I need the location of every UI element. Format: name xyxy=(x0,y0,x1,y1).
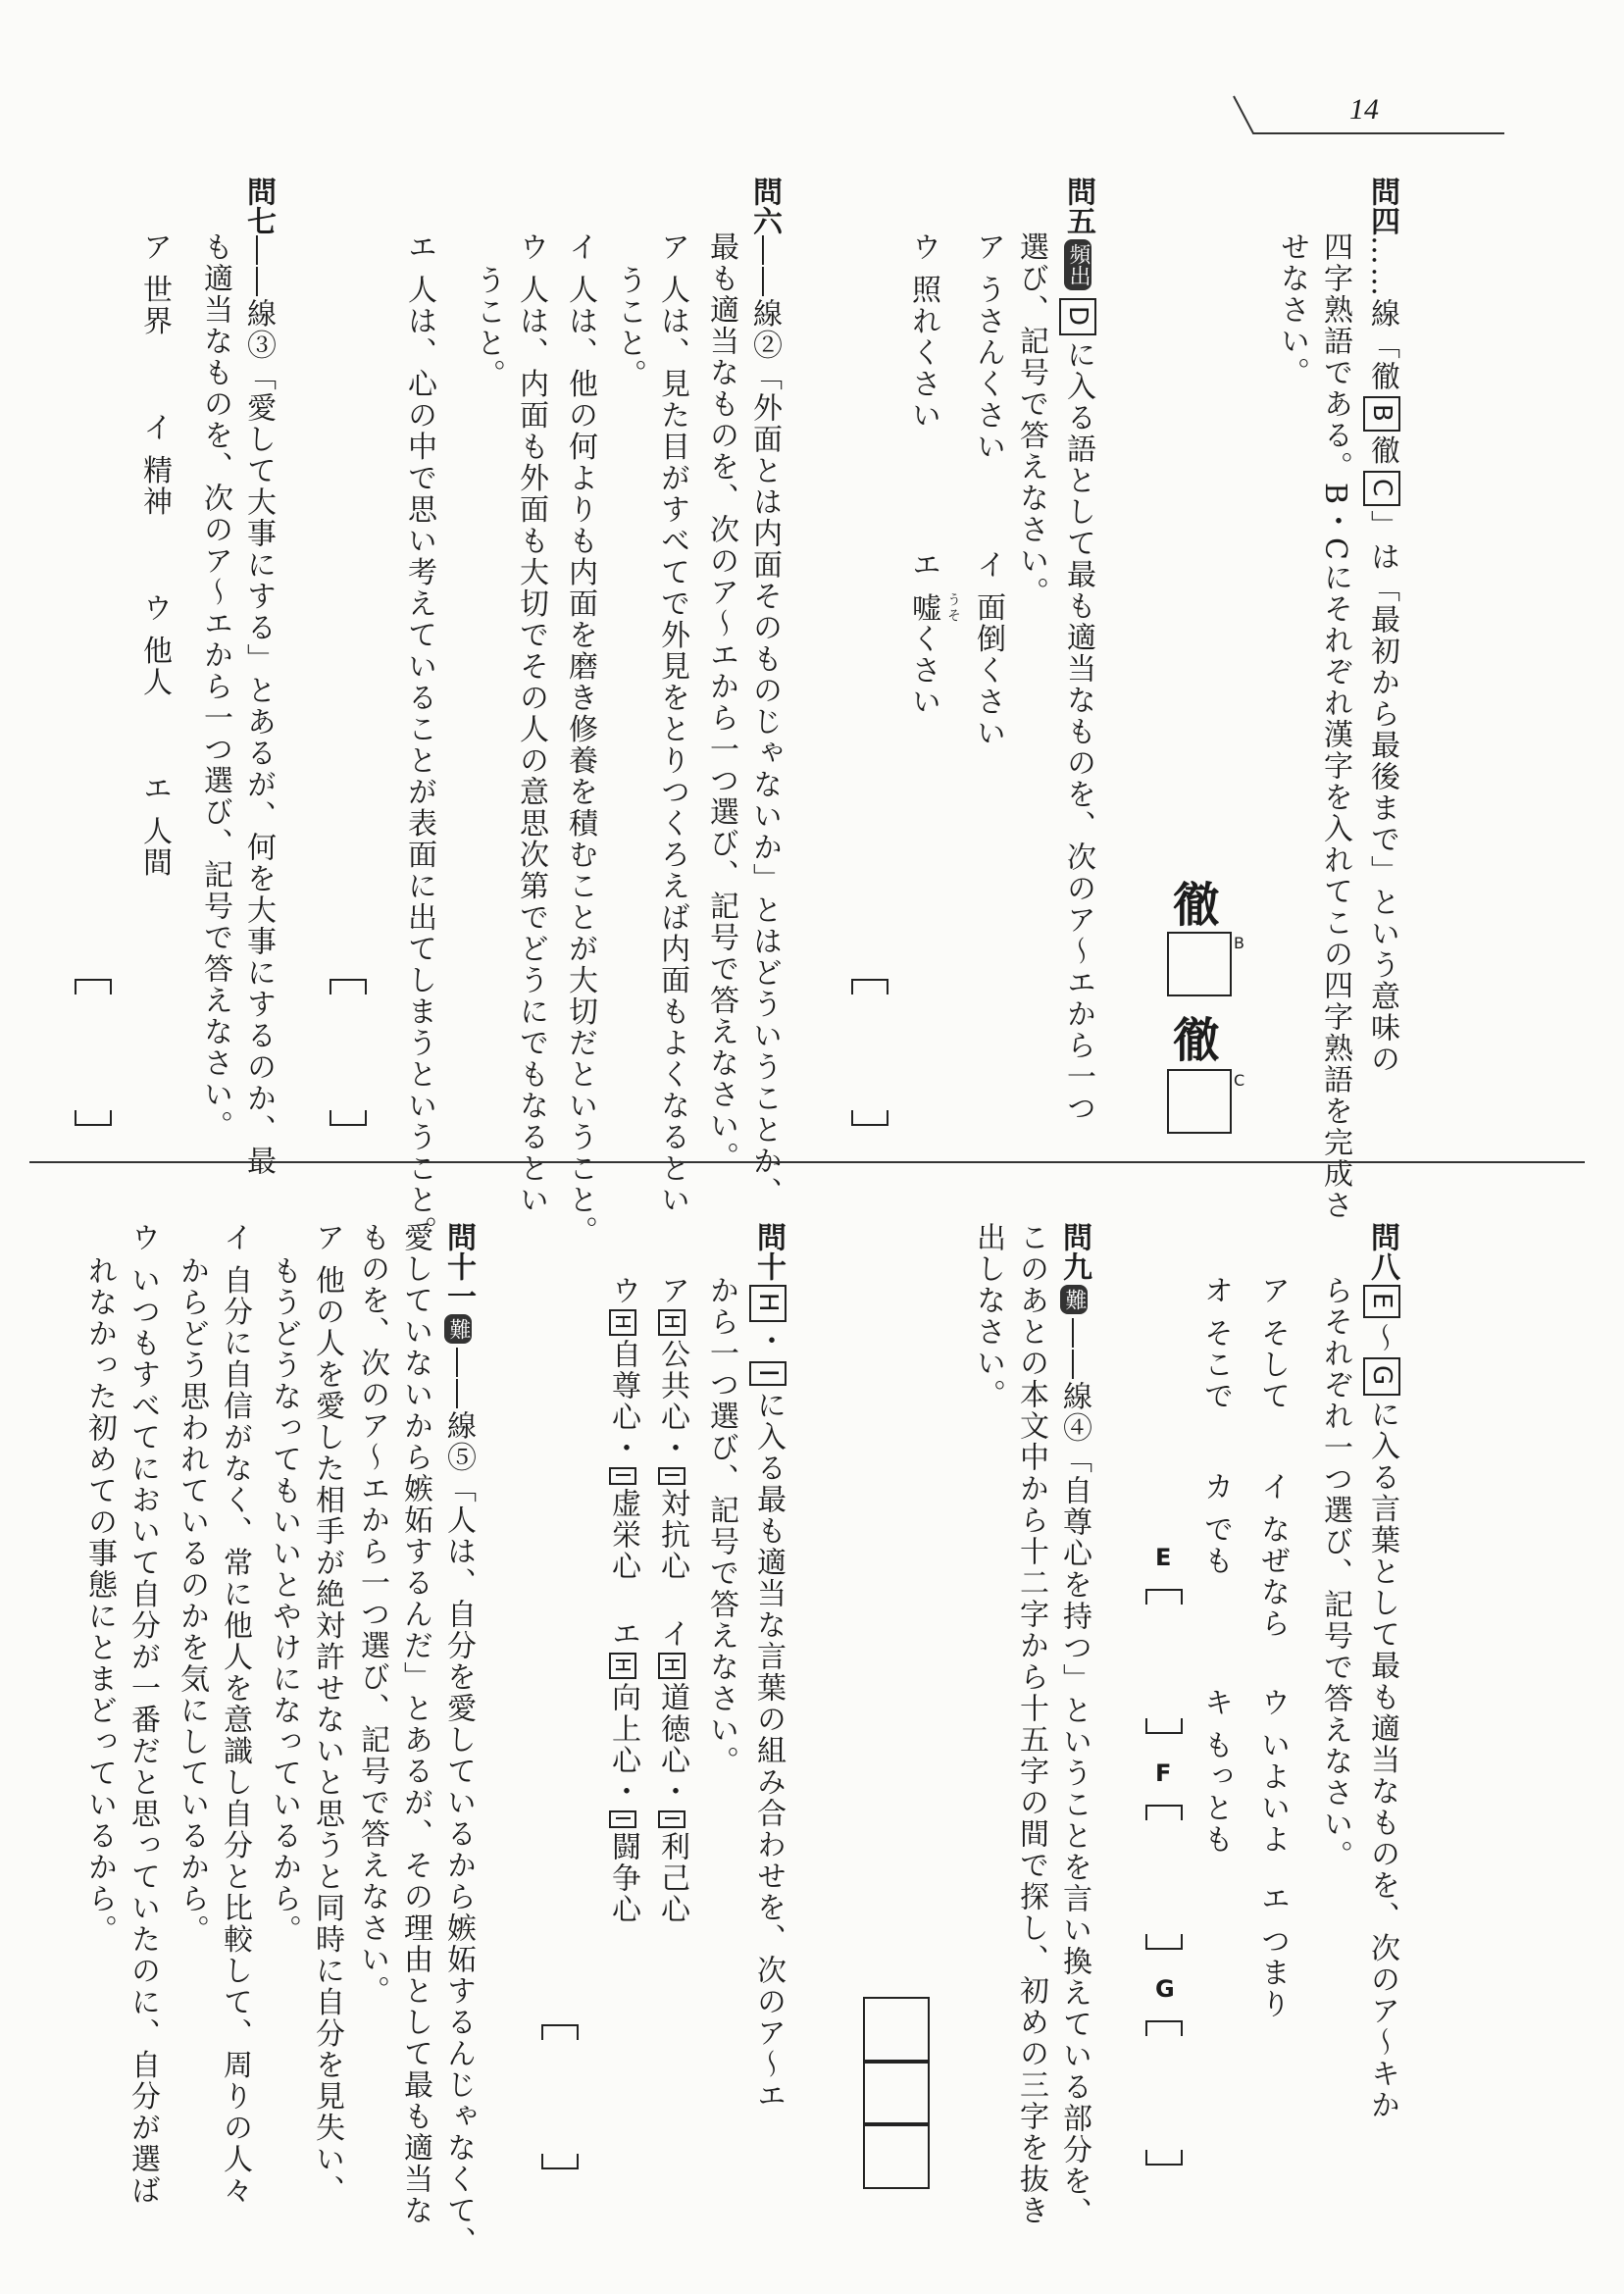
q8-line2: らそれぞれ一つ選び、記号で答えなさい。 xyxy=(1318,1275,1352,1871)
q7-line2: も適当なものを、次のア～エから一つ選び、記号で答えなさい。 xyxy=(198,231,232,1142)
q8-answer-g-bottom[interactable] xyxy=(1145,2150,1183,2166)
q5-option-e: エ 嘘 うそ くさい xyxy=(906,549,961,718)
q11-label: 問十一 xyxy=(441,1222,476,1310)
q10-label: 問十 xyxy=(751,1222,786,1281)
q5-line1: 問五頻出Dに入る語として最も適当なものを、次のア～エから一つ xyxy=(1061,177,1095,1125)
q10-answer-bracket-bottom[interactable] xyxy=(541,2154,579,2169)
q11-difficult-badge: 難 xyxy=(444,1314,472,1344)
q7-line1: 問七――線③「愛して大事にする」とあるが、何を大事にするのか、最 xyxy=(241,177,276,1177)
q5-option-a: ア うさんくさい xyxy=(971,231,1005,463)
q6-option-a-1: ア 人は、見た目がすべてで外見をとりつくろえば内面もよくなるとい xyxy=(655,231,689,1216)
q8-answer-f-top[interactable] xyxy=(1145,1805,1183,1820)
q8-answer-label-g: G xyxy=(1155,1975,1175,2003)
q5-answer-bracket-top[interactable] xyxy=(851,979,888,994)
q8-answer-e-top[interactable] xyxy=(1145,1589,1183,1605)
q11-option-u-2: れなかった初めての事態にとまどっているから。 xyxy=(82,1255,117,1946)
q7-answer-bracket-top[interactable] xyxy=(75,979,112,994)
q5-answer-bracket-bottom[interactable] xyxy=(851,1110,888,1126)
q8-answer-e-bottom[interactable] xyxy=(1145,1718,1183,1734)
q8-option-ka: カ でも xyxy=(1198,1471,1233,1577)
q4-label: 問四 xyxy=(1365,177,1399,235)
q9-label: 問九 xyxy=(1057,1222,1091,1281)
q6-option-a-2: うこと。 xyxy=(612,265,646,390)
small-box-i: I xyxy=(658,1810,685,1828)
q6-line1: 問六――線②「外面とは内面そのものじゃないか」とはどういうことか、 xyxy=(747,177,782,1208)
q4-mark-b: B xyxy=(1234,934,1244,952)
q11-line1: 問十一難――線⑤「人は、自分を愛しているから嫉妬するんじゃなくて、 xyxy=(441,1222,476,2258)
q4-kanji-mid: 徹 xyxy=(1173,1013,1221,1068)
q4-mark-c: C xyxy=(1234,1071,1245,1090)
blank-c: C xyxy=(1363,471,1400,506)
q10-line2: から一つ選び、記号で答えなさい。 xyxy=(704,1275,738,1777)
q8-label: 問八 xyxy=(1365,1222,1399,1281)
q6-option-u-2: うこと。 xyxy=(471,265,505,390)
blank-d: D xyxy=(1059,298,1096,335)
q4-line3: せなさい。 xyxy=(1275,231,1309,388)
q7-answer-bracket-bottom[interactable] xyxy=(75,1110,112,1126)
q4-kanji-top: 徹 xyxy=(1173,878,1221,933)
small-box-i: I xyxy=(658,1467,685,1485)
blank-e: E xyxy=(1363,1285,1400,1318)
q6-line2: 最も適当なものを、次のア～エから一つ選び、記号で答えなさい。 xyxy=(704,231,738,1173)
q6-label: 問六 xyxy=(747,177,782,235)
q7-option-e: エ 人間 xyxy=(137,773,172,879)
q4-answer-box-c[interactable] xyxy=(1167,1069,1232,1134)
q4-answer-box-b[interactable] xyxy=(1167,932,1232,996)
q8-option-ki: キ もっとも xyxy=(1198,1687,1233,1856)
q8-answer-label-f: F xyxy=(1155,1759,1172,1787)
q11-option-u-1: ウ いつもすべてにおいて自分が一番だと思っていたのに、自分が選ば xyxy=(126,1222,160,2207)
q11-line3: ものを、次のア～エから一つ選び、記号で答えなさい。 xyxy=(355,1222,389,2007)
small-box-i: I xyxy=(609,1810,636,1828)
blank-b: B xyxy=(1363,396,1400,432)
small-box-h: H xyxy=(609,1653,636,1679)
section-divider xyxy=(29,1161,1585,1163)
small-box-h: H xyxy=(658,1309,685,1336)
q9-answer-cell-3[interactable] xyxy=(863,2122,930,2189)
q5-frequent-badge: 頻出 xyxy=(1064,239,1091,290)
q10-answer-bracket-top[interactable] xyxy=(541,2024,579,2040)
q7-option-a: ア 世界 xyxy=(137,231,172,337)
q8-answer-g-top[interactable] xyxy=(1145,2020,1183,2036)
small-box-i: I xyxy=(609,1467,636,1485)
small-box-h: H xyxy=(609,1309,636,1336)
q10-line1: 問十H・Iに入る最も適当な言葉の組み合わせを、次のア～エ xyxy=(751,1222,786,2113)
q11-option-i-2: からどう思われているのかを気にしているから。 xyxy=(175,1255,209,1946)
blank-g: G xyxy=(1363,1357,1400,1395)
q11-option-i-1: イ 自分に自信がなく、常に他人を意識し自分と比較して、周りの人々 xyxy=(218,1222,252,2207)
q11-option-a-2: もうどうなってもいいとやけになっているから。 xyxy=(267,1255,301,1946)
small-box-h: H xyxy=(658,1653,685,1679)
q4-line2: 四字熟語である。B・Cにそれぞれ漢字を入れてこの四字熟語を完成さ xyxy=(1318,231,1352,1221)
q9-answer-cell-1[interactable] xyxy=(863,1997,930,2064)
q5-option-i: イ 面倒くさい xyxy=(971,549,1005,749)
q8-option-i: イ なぜなら xyxy=(1255,1471,1290,1640)
q6-option-e: エ 人は、心の中で思い考えていることが表面に出てしまうということ。 xyxy=(402,231,436,1248)
q4-line1: 問四……線「徹B徹C」は「最初から最後まで」という意味の xyxy=(1365,177,1399,1075)
q8-answer-label-e: E xyxy=(1155,1544,1172,1571)
q8-option-o: オ そこで xyxy=(1198,1275,1233,1412)
q7-label: 問七 xyxy=(241,177,276,235)
q7-option-u: ウ 他人 xyxy=(137,592,172,698)
q10-option-a: アH公共心・I対抗心 xyxy=(655,1275,689,1582)
page-number: 14 xyxy=(1349,93,1379,126)
q5-label: 問五 xyxy=(1061,177,1095,235)
q8-option-u: ウ いよいよ xyxy=(1255,1687,1290,1856)
q10-option-e: エH向上心・I闘争心 xyxy=(606,1618,640,1925)
q9-difficult-badge: 難 xyxy=(1060,1285,1088,1314)
q9-answer-cell-2[interactable] xyxy=(863,2060,930,2126)
q8-answer-f-bottom[interactable] xyxy=(1145,1934,1183,1950)
q10-option-i: イH道徳心・I利己心 xyxy=(655,1618,689,1925)
q6-answer-bracket-bottom[interactable] xyxy=(330,1110,367,1126)
q9-line3: 出しなさい。 xyxy=(971,1222,1005,1410)
q10-option-u: ウH自尊心・I虚栄心 xyxy=(606,1275,640,1582)
q11-line2: 愛していないから嫉妬するんだ」とあるが、その理由として最も適当な xyxy=(398,1222,432,2226)
q6-answer-bracket-top[interactable] xyxy=(330,979,367,994)
q8-line1: 問八E～Gに入る言葉として最も適当なものを、次のア～キか xyxy=(1365,1222,1399,2121)
q8-option-a: ア そして xyxy=(1255,1275,1290,1412)
q9-line2: このあとの本文中から十二字から十五字の間で探し、初めの三字を抜き xyxy=(1014,1222,1048,2226)
q11-option-a-1: ア 他の人を愛した相手が絶対許せないと思うと同時に自分を見失い、 xyxy=(310,1222,344,2207)
blank-i: I xyxy=(749,1361,787,1387)
q7-option-i: イ 精神 xyxy=(137,412,172,518)
q9-line1: 問九難――線④「自尊心を持つ」ということを言い換えている部分を、 xyxy=(1057,1222,1091,2228)
q5-option-u: ウ 照れくさい xyxy=(906,231,940,432)
q6-option-u-1: ウ 人は、内面も外面も大切でその人の意思次第でどうにでもなるとい xyxy=(514,231,548,1216)
ruby-uso: うそ xyxy=(945,591,961,624)
q6-option-i: イ 人は、他の何よりも内面を磨き修養を積むことが大切だということ。 xyxy=(563,231,597,1248)
q5-line2: 選び、記号で答えなさい。 xyxy=(1014,231,1048,608)
q8-option-e: エ つまり xyxy=(1255,1883,1290,2020)
blank-h: H xyxy=(749,1285,787,1322)
